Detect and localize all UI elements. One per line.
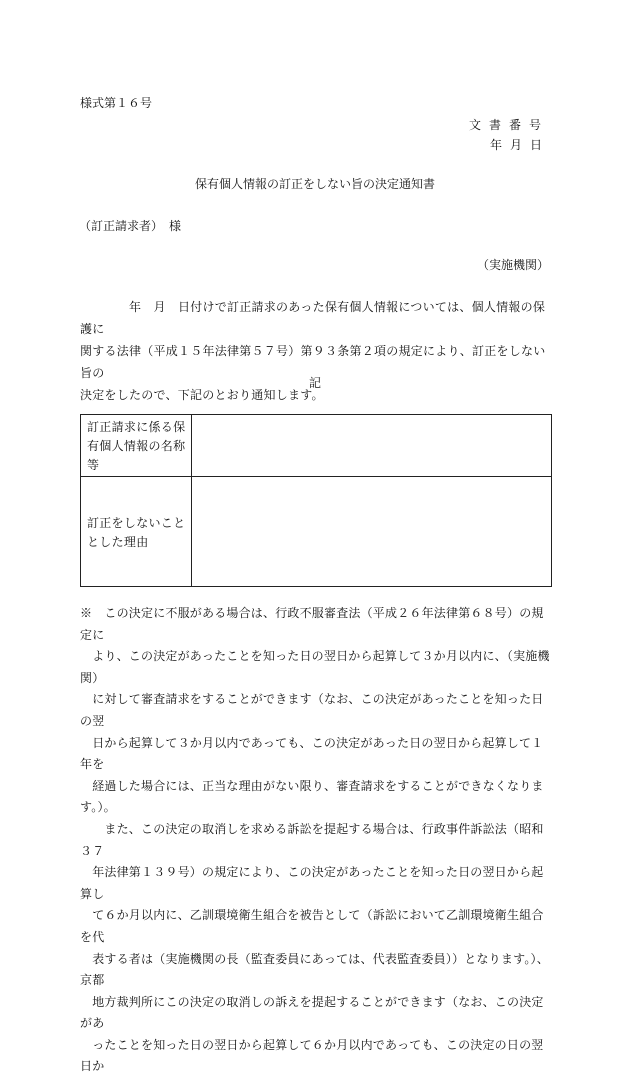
document-title: 保有個人情報の訂正をしない旨の決定通知書 xyxy=(194,177,435,191)
decision-table xyxy=(80,414,552,587)
column-divider xyxy=(191,415,192,476)
notice-body: 年 月 日付けで訂正請求のあった保有個人情報については、個人情報の保護に 関する法律（平成１５年法律第５７号）第９３条第２項の規定により、訂正をしない旨の 決定をしたので、下記のとおり通知します。 xyxy=(80,300,546,402)
issuing-agency: （実施機関） xyxy=(476,258,549,272)
document-number-label: 文書番号 xyxy=(468,118,549,132)
info-name-label: 訂正請求に係る保 有個人情報の名称 等 xyxy=(87,420,186,472)
ki-heading: 記 xyxy=(308,376,321,390)
date-label: 年月日 xyxy=(489,138,550,152)
addressee: （訂正請求者） 様 xyxy=(79,219,182,233)
column-divider xyxy=(191,476,192,586)
reason-label: 訂正をしないこと とした理由 xyxy=(87,516,186,549)
table-row-info-name xyxy=(81,415,551,477)
appeal-note: ※ この決定に不服がある場合は、行政不服審査法（平成２６年法律第６８号）の規定に より、この決定があったことを知った日の翌日から起算して３か月以内に、（実施機関） に対して審査請求をすることができます（なお、この決定があったことを知った日の翌 日から起算して３か月以内であっても、この決定があった日の翌日から起算して１年を 経過した場合には、正当な理由がない限り、審査請求をすることができなくなります。）。 また、この決定の取消しを求める訴訟を提起する場合は、行政事件訴訟法（昭和３７ 年法律第１３９号）の規定により、この決定があったことを知った日の翌日から起算し て６か月以内に、乙訓環境衛生組合を被告として（訴訟において乙訓環境衛生組合を代 表する者は（実施機関の長（監査委員にあっては、代表監査委員））となります。）、京都 地方裁判所にこの決定の取消しの訴えを提起することができます（なお、この決定があ ったことを知った日の翌日から起算して６か月以内であっても、この決定の日の翌日か xyxy=(80,606,550,1074)
form-number: 様式第１６号 xyxy=(80,96,153,110)
table-row-reason xyxy=(81,476,551,586)
